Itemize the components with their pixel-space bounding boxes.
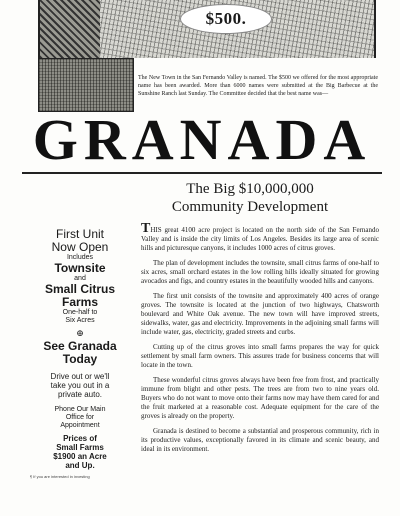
paragraph-6: Granada is destined to become a substantial and prosperous community, rich in its productive values, exceptionally favored in its climate and scenic beauty, and ideal in its environment.: [141, 427, 379, 453]
sidebar-includes: Includes: [66, 254, 94, 261]
paragraph-2: The plan of development includes the townsite, small citrus farms of one-half to six acres, small orchard estates in the low rolling hills ideally situated for growing avocados and figs, and country estates in the beautifully wooded hills and canyons.: [141, 259, 379, 285]
sidebar-first-unit: First Unit: [56, 227, 104, 241]
sidebar-today: Today: [62, 352, 98, 366]
paragraph-4: Cutting up of the citrus groves into small farms prepares the way for quick settlement by small farm owners. This assures trade for business concerns that will locate in the town.: [141, 343, 379, 369]
sidebar-townsite: Townsite: [54, 261, 106, 275]
paragraph-5: These wonderful citrus groves always have been free from frost, and practically immune from blight and other pests. The trees are from two to nine years old. Buyers who do not want to move onto their farms now may have them cared for and the fruit marketed at a reasonable cost. Adequate equipment for the care of the groves is already on the property.: [141, 376, 379, 420]
sidebar-now-open: Now Open: [51, 240, 109, 254]
sidebar-prices-1: Prices of: [63, 434, 97, 443]
sidebar-and: and: [74, 275, 86, 282]
sidebar-half-to: One-half to: [62, 309, 98, 316]
sidebar-drive-2: take you out in a: [50, 381, 110, 390]
subhead-line-1: The Big $10,000,000: [186, 181, 314, 197]
rule-top: [22, 172, 382, 174]
sidebar-phone-1: Phone Our Main: [54, 406, 106, 413]
ornament-icon: ⊕: [76, 328, 84, 338]
sidebar: [30, 228, 130, 479]
sidebar-drive-1: Drive out or we'll: [50, 372, 110, 381]
illustration-figure: [40, 0, 100, 58]
barbecue-photo: [38, 58, 134, 112]
sidebar-footnote: ¶ If you are interested in investing: [30, 474, 90, 479]
sidebar-six-acres: Six Acres: [65, 317, 95, 324]
subhead-line-2: Community Development: [171, 199, 329, 215]
drop-cap: T: [141, 221, 151, 236]
sidebar-prices-3: $1900 an Acre: [53, 452, 107, 461]
sidebar-phone-3: Appointment: [60, 422, 100, 429]
headline: GRANADA: [32, 107, 372, 172]
paragraph-1: [141, 221, 379, 253]
sidebar-prices-2: Small Farms: [56, 443, 104, 452]
sidebar-prices-4: and Up.: [65, 461, 95, 470]
sidebar-phone-2: Office for: [65, 414, 95, 421]
sidebar-drive-3: private auto.: [57, 390, 103, 399]
announcement-caption: The New Town in the San Fernando Valley is named. The $500 we offered for the most appropriate name has been awarded. More than 6000 names were submitted at the Big Barbecue at the Sunshine Ranch last Sunday. The Committee decided that the best name was—: [138, 75, 378, 97]
sidebar-small-citrus: Small Citrus: [44, 282, 116, 296]
ranch-illustration: [38, 0, 376, 58]
sidebar-see-granada: See Granada: [43, 339, 117, 353]
article-body: [141, 221, 379, 460]
price-badge: $500.: [180, 4, 272, 34]
paragraph-3: The first unit consists of the townsite and approximately 400 acres of orange groves. The townsite is located at the junction of two highways, Chatsworth boulevard and White Oak avenue. The new town will have improved streets, sidewalks, water, gas and electricity. Improvements in the adjoining small farms will include water, gas, electricity, graded streets and curbs.: [141, 292, 379, 336]
sidebar-farms: Farms: [61, 295, 99, 309]
paragraph-1-text: HIS great 4100 acre project is located on the north side of the San Fernando Valley and is inside the city limits of Los Angeles. Besides its large area of scenic hills and picturesque canyons, it includes 1000 acres of citrus groves.: [141, 226, 379, 252]
